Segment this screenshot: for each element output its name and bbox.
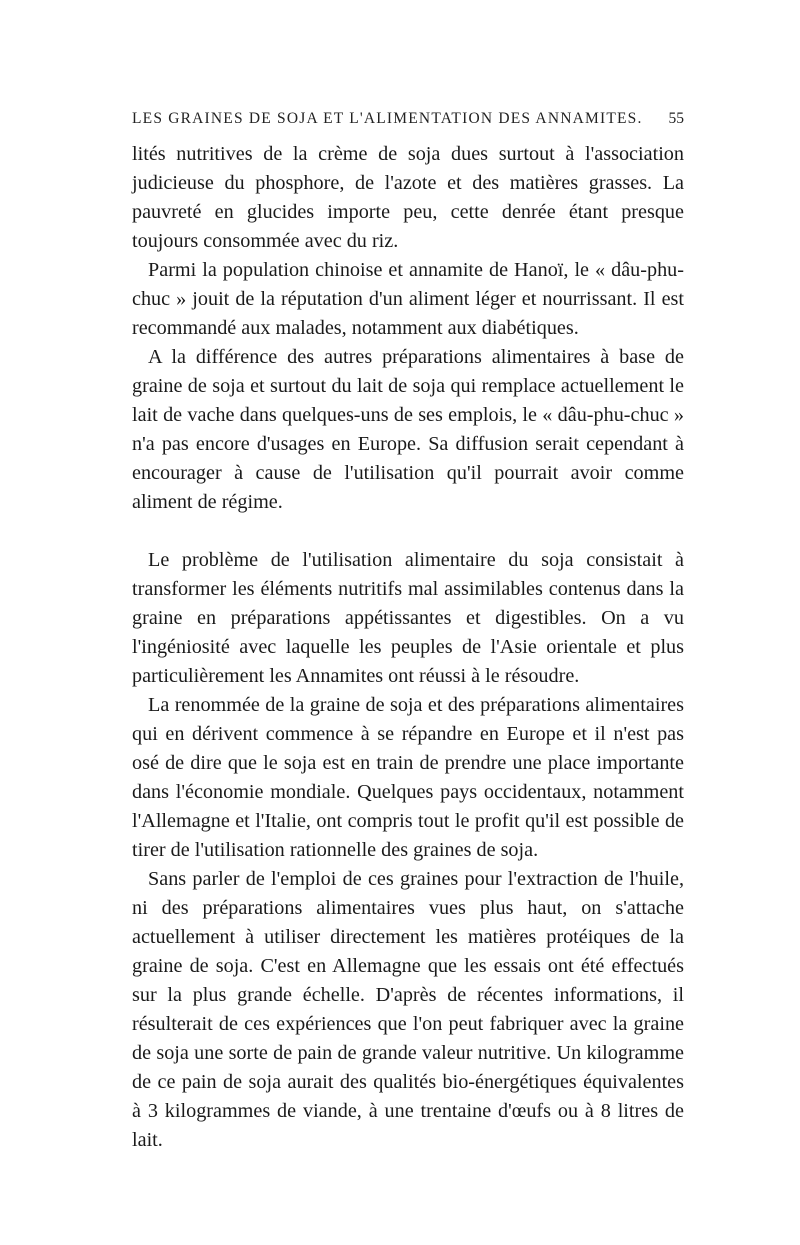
running-title: LES GRAINES DE SOJA ET L'ALIMENTATION DES ANNAMITES. xyxy=(132,110,643,127)
page-number: 55 xyxy=(668,110,684,127)
running-header xyxy=(132,110,684,128)
paragraph-soja-bread: Sans parler de l'emploi de ces graines pour l'extraction de l'huile, ni des préparations alimentaires vues plus haut, on s'attache actuellement à utiliser directement les matières protéiques de la graine de soja. C'est en Allemagne que les essais ont été effectués sur la plus grande échelle. D'après de récentes informations, il résulterait de ces expériences que l'on peut fabriquer avec la graine de soja une sorte de pain de grande valeur nutritive. Un kilogramme de ce pain de soja aurait des qualités bio-énergétiques équivalentes à 3 kilogrammes de viande, à une trentaine d'œufs ou à 8 litres de lait. xyxy=(132,868,684,1151)
paragraph-soja-renown: La renommée de la graine de soja et des préparations alimentaires qui en dérivent commence à se répandre en Europe et il n'est pas osé de dire que le soja est en train de prendre une place importante dans l'économie mondiale. Quelques pays occidentaux, notamment l'Allemagne et l'Italie, ont compris tout le profit qu'il est possible de tirer de l'utilisation rationnelle des graines de soja. xyxy=(132,694,684,861)
paragraph-hanoi-population: Parmi la population chinoise et annamite de Hanoï, le « dâu-phu-chuc » jouit de la réputation d'un aliment léger et nourrissant. Il est recommandé aux malades, notamment aux diabétiques. xyxy=(132,259,684,339)
document-page xyxy=(132,110,684,1155)
paragraph-europe-usage: A la différence des autres préparations alimentaires à base de graine de soja et surtout du lait de soja qui remplace actuellement le lait de vache dans quelques-uns de ses emplois, le « dâu-phu-chuc » n'a pas encore d'usages en Europe. Sa diffusion serait cependant à encourager à cause de l'utilisation qu'il pourrait avoir comme aliment de régime. xyxy=(132,346,684,513)
paragraph-continuation: lités nutritives de la crème de soja dues surtout à l'association judicieuse du phosphore, de l'azote et des matières grasses. La pauvreté en glucides importe peu, cette denrée étant presque toujours consommée avec du riz. xyxy=(132,143,684,252)
paragraph-soja-problem: Le problème de l'utilisation alimentaire du soja consistait à transformer les éléments nutritifs mal assimilables contenus dans la graine en préparations appétissantes et digestibles. On a vu l'ingéniosité avec laquelle les peuples de l'Asie orientale et plus particulièrement les Annamites ont réussi à le résoudre. xyxy=(132,549,684,687)
